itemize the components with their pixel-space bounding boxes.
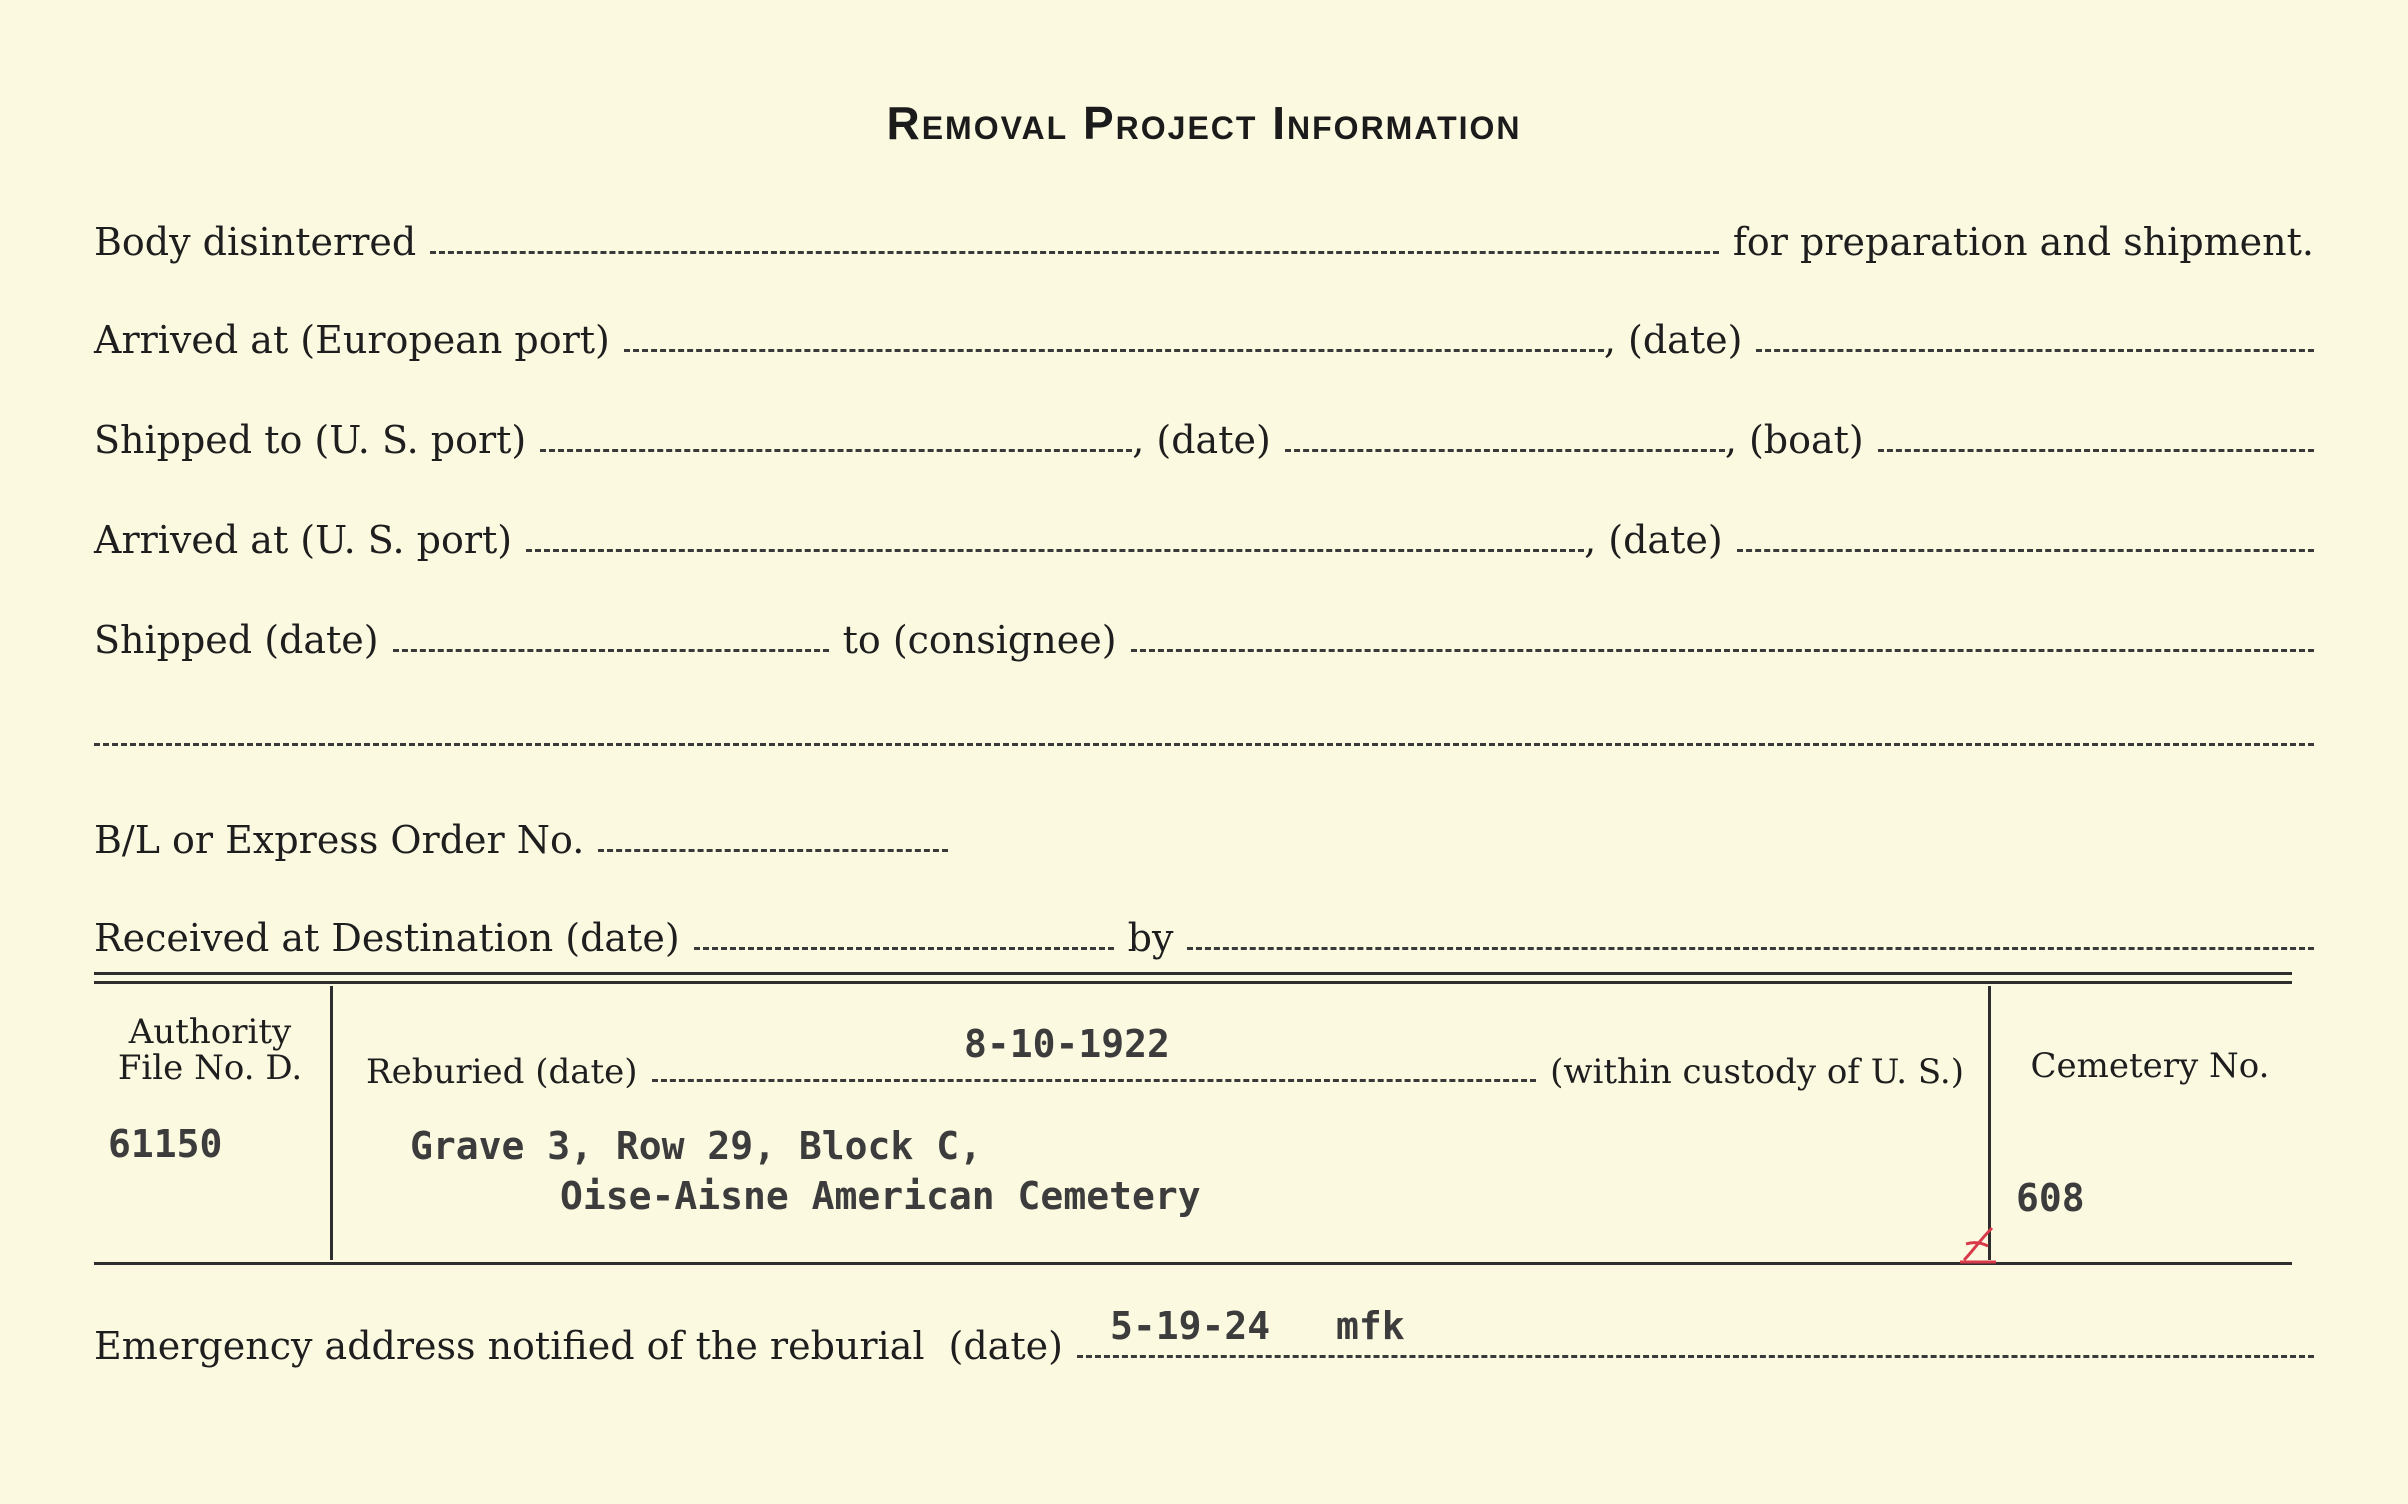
arrived-us-port-row: [94, 506, 2314, 562]
arrived-us-port-line: [526, 549, 1584, 552]
shipped-date-row: [94, 606, 2314, 662]
red-pencil-check-mark: [1958, 1222, 2002, 1276]
authority-file-number: 61150: [108, 1122, 223, 1166]
received-date-line: [694, 947, 1114, 950]
authority-divider: [330, 986, 333, 1260]
emergency-label: Emergency address notified of the reburial: [94, 1324, 925, 1368]
cemetery-number-value: 608: [2016, 1176, 2085, 1220]
body-disinterred-line: [430, 251, 1719, 254]
bl-order-row: [94, 806, 2314, 862]
received-destination-row: [94, 904, 2314, 960]
grave-location-line2: Oise-Aisne American Cemetery: [560, 1174, 1201, 1218]
reburied-date-value: 8-10-1922: [964, 1022, 1170, 1066]
consignee-label: to (consignee): [842, 618, 1117, 662]
emergency-date-label: (date): [948, 1324, 1063, 1368]
received-destination-label: Received at Destination (date): [94, 916, 680, 960]
european-date-line: [1756, 349, 2314, 352]
arrived-european-port-row: [94, 306, 2314, 362]
reburied-date-line: [652, 1079, 1537, 1082]
boat-label: , (boat): [1724, 418, 1864, 462]
boat-line: [1878, 449, 2314, 452]
check-mark-icon: [1958, 1222, 2002, 1266]
shipped-date-label: , (date): [1132, 418, 1271, 462]
european-date-label: , (date): [1603, 318, 1743, 362]
grave-location-line1: Grave 3, Row 29, Block C,: [410, 1124, 982, 1168]
box-top-rule: [94, 972, 2292, 984]
authority-label-line1: Authority: [128, 1012, 292, 1052]
arrived-european-port-label: Arrived at (European port): [94, 318, 610, 362]
body-disinterred-row: [94, 208, 2314, 264]
reburied-label: Reburied (date): [366, 1052, 638, 1092]
body-disinterred-label: Body disinterred: [94, 220, 417, 264]
cemetery-number-label: Cemetery No.: [2030, 1046, 2270, 1086]
emergency-initials: mfk: [1336, 1304, 1405, 1348]
us-port-line: [540, 449, 1132, 452]
consignee-line: [1131, 649, 2314, 652]
arrived-date-label: , (date): [1584, 518, 1723, 562]
form-title: Removal Project Information: [886, 97, 1522, 149]
authority-label-line2: File No. D.: [117, 1048, 303, 1088]
preparation-suffix: for preparation and shipment.: [1732, 220, 2314, 264]
arrived-us-port-label: Arrived at (U. S. port): [94, 518, 513, 562]
shipped-date-line-2: [393, 649, 829, 652]
by-label: by: [1127, 916, 1174, 960]
authority-label: [100, 1014, 320, 1086]
cemetery-divider: [1988, 986, 1991, 1260]
consignee-continuation-line: [94, 743, 2314, 746]
bl-order-label: B/L or Express Order No.: [94, 818, 585, 862]
shipped-us-port-label: Shipped to (U. S. port): [94, 418, 527, 462]
shipped-date-line: [1285, 449, 1725, 452]
arrived-date-line: [1737, 549, 2314, 552]
emergency-date-value: 5-19-24: [1110, 1304, 1271, 1348]
bl-order-line: [598, 849, 948, 852]
by-line: [1187, 947, 2314, 950]
european-port-line: [624, 349, 1604, 352]
consignee-continuation-row: [94, 700, 2314, 756]
emergency-date-line: [1077, 1355, 2314, 1358]
shipped-us-port-row: [94, 406, 2314, 462]
shipped-date-label-2: Shipped (date): [94, 618, 379, 662]
custody-suffix: (within custody of U. S.): [1550, 1052, 1964, 1092]
